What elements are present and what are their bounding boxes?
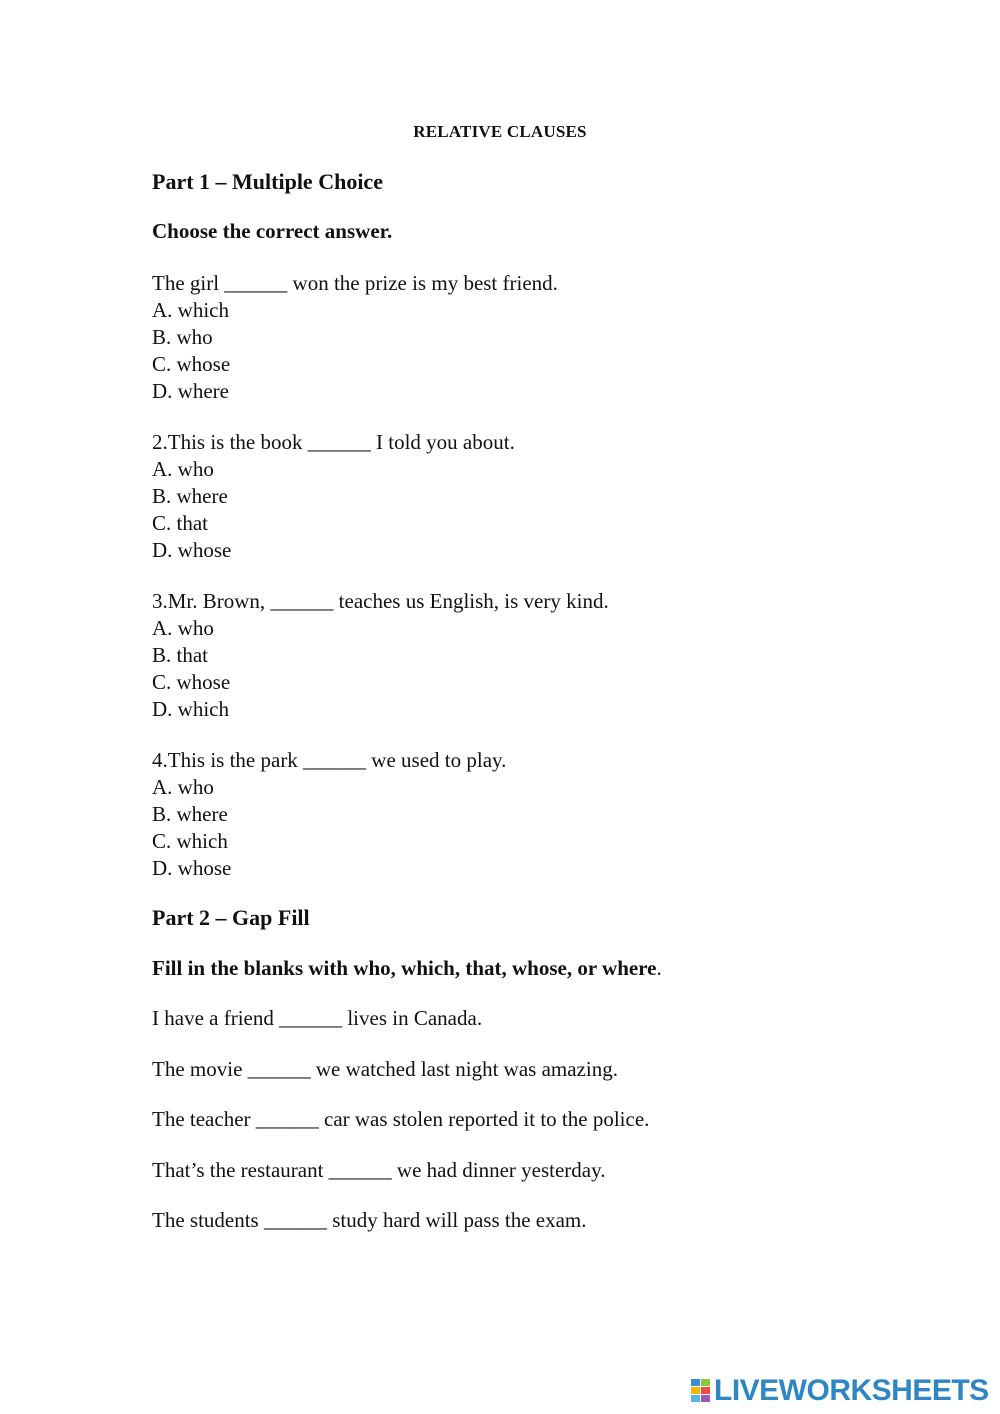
question-stem: 3.Mr. Brown, ______ teaches us English, is very kind. [152, 589, 609, 613]
option-a[interactable]: A. who [152, 616, 214, 640]
gap-fill-item: I have a friend ______ lives in Canada. [152, 1006, 483, 1030]
part2-instruction-period: . [656, 956, 662, 980]
question-1 [152, 270, 558, 405]
option-c[interactable]: C. which [152, 829, 228, 853]
option-b[interactable]: B. where [152, 484, 228, 508]
part2-heading: Part 2 – Gap Fill [152, 905, 310, 930]
liveworksheets-logo-icon [691, 1377, 711, 1405]
question-2 [152, 429, 515, 564]
question-stem: The girl ______ won the prize is my best friend. [152, 271, 558, 295]
option-b[interactable]: B. that [152, 643, 208, 667]
gap-fill-item: That’s the restaurant ______ we had dinner yesterday. [152, 1158, 606, 1182]
question-3 [152, 588, 609, 723]
option-b[interactable]: B. where [152, 802, 228, 826]
logo-text: LIVEWORKSHEETS [714, 1374, 989, 1407]
option-d[interactable]: D. whose [152, 856, 232, 880]
question-stem: 4.This is the park ______ we used to play. [152, 748, 507, 772]
part1-heading: Part 1 – Multiple Choice [152, 169, 383, 194]
part1-instruction: Choose the correct answer. [152, 219, 393, 243]
option-b[interactable]: B. who [152, 325, 213, 349]
page-title: RELATIVE CLAUSES [413, 122, 587, 141]
question-stem: 2.This is the book ______ I told you about. [152, 430, 515, 454]
gap-fill-item: The students ______ study hard will pass the exam. [152, 1208, 587, 1232]
gap-fill-item: The teacher ______ car was stolen reported it to the police. [152, 1107, 650, 1131]
option-d[interactable]: D. whose [152, 538, 232, 562]
option-a[interactable]: A. which [152, 298, 229, 322]
option-c[interactable]: C. that [152, 511, 208, 535]
part2-instruction-text: Fill in the blanks with who, which, that, whose, or where [152, 956, 657, 980]
gap-fill-item: The movie ______ we watched last night was amazing. [152, 1057, 618, 1081]
option-d[interactable]: D. which [152, 697, 229, 721]
question-4 [152, 747, 506, 882]
option-c[interactable]: C. whose [152, 670, 231, 694]
liveworksheets-logo[interactable] [691, 1374, 989, 1408]
option-a[interactable]: A. who [152, 457, 214, 481]
option-c[interactable]: C. whose [152, 352, 231, 376]
option-d[interactable]: D. where [152, 379, 229, 403]
option-a[interactable]: A. who [152, 775, 214, 799]
part2-instruction [152, 956, 662, 981]
